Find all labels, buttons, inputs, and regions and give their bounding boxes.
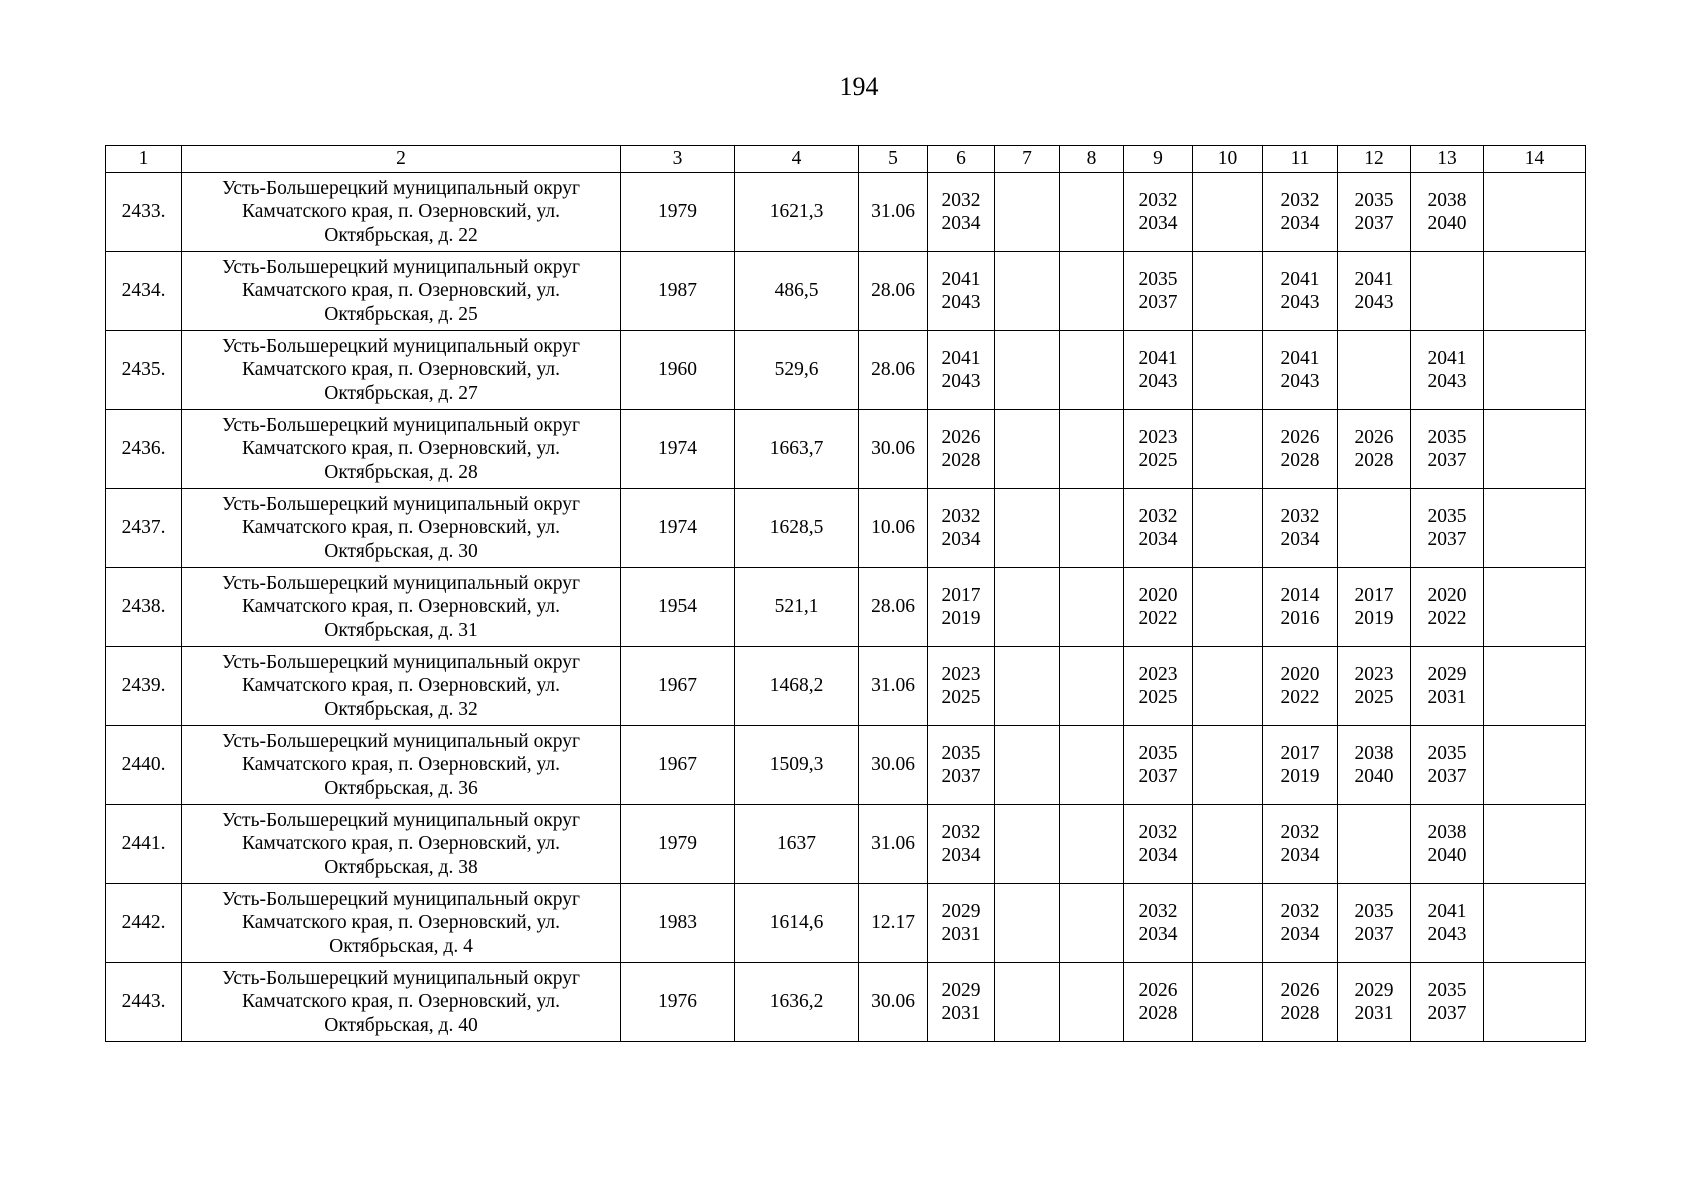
area-cell: 1663,7 [735, 410, 859, 489]
col9-cell: 2035 2037 [1124, 726, 1193, 805]
table-row [106, 173, 1586, 252]
table-row [106, 805, 1586, 884]
col7-cell [995, 647, 1060, 726]
wear-cell: 30.06 [859, 963, 928, 1042]
address-line: Усть-Большерецкий муниципальный округ [221, 177, 581, 199]
col10-cell [1193, 410, 1263, 489]
col10-cell [1193, 726, 1263, 805]
address-line: Камчатского края, п. Озерновский, ул. [242, 675, 560, 697]
address-line: Камчатского края, п. Озерновский, ул. [242, 438, 560, 460]
address-cell [182, 489, 621, 568]
col10-cell [1193, 647, 1263, 726]
table-row [106, 726, 1586, 805]
table-row [106, 410, 1586, 489]
year-cell: 1967 [621, 726, 735, 805]
address-line: Октябрьская, д. 25 [324, 303, 478, 325]
row-number-cell: 2433. [106, 173, 182, 252]
col13-cell: 2035 2037 [1411, 963, 1484, 1042]
col7-cell [995, 173, 1060, 252]
row-number-cell: 2441. [106, 805, 182, 884]
row-number-cell: 2436. [106, 410, 182, 489]
address-line: Усть-Большерецкий муниципальный округ [221, 730, 581, 752]
address-line: Октябрьская, д. 22 [324, 224, 478, 246]
address-line: Камчатского края, п. Озерновский, ул. [242, 754, 560, 776]
address-line: Октябрьская, д. 31 [324, 619, 478, 641]
year-cell: 1974 [621, 489, 735, 568]
col9-cell: 2041 2043 [1124, 331, 1193, 410]
col6-cell: 2032 2034 [928, 805, 995, 884]
col12-cell [1338, 805, 1411, 884]
column-header-8: 8 [1060, 146, 1124, 173]
col14-cell [1484, 963, 1586, 1042]
address-line: Камчатского края, п. Озерновский, ул. [242, 833, 560, 855]
col9-cell: 2032 2034 [1124, 173, 1193, 252]
col7-cell [995, 884, 1060, 963]
address-cell [182, 805, 621, 884]
col8-cell [1060, 252, 1124, 331]
address-line: Октябрьская, д. 40 [324, 1014, 478, 1036]
col10-cell [1193, 884, 1263, 963]
col12-cell: 2035 2037 [1338, 173, 1411, 252]
address-line: Октябрьская, д. 32 [324, 698, 478, 720]
address-line: Камчатского края, п. Озерновский, ул. [242, 201, 560, 223]
wear-cell: 31.06 [859, 647, 928, 726]
col7-cell [995, 963, 1060, 1042]
col12-cell: 2038 2040 [1338, 726, 1411, 805]
col12-cell: 2026 2028 [1338, 410, 1411, 489]
col11-cell: 2041 2043 [1263, 252, 1338, 331]
column-header-10: 10 [1193, 146, 1263, 173]
col7-cell [995, 410, 1060, 489]
col14-cell [1484, 726, 1586, 805]
year-cell: 1979 [621, 805, 735, 884]
col10-cell [1193, 173, 1263, 252]
address-line: Усть-Большерецкий муниципальный округ [221, 888, 581, 910]
address-line: Усть-Большерецкий муниципальный округ [221, 967, 581, 989]
address-line: Усть-Большерецкий муниципальный округ [221, 335, 581, 357]
col13-cell: 2038 2040 [1411, 805, 1484, 884]
address-line: Усть-Большерецкий муниципальный округ [221, 651, 581, 673]
year-cell: 1987 [621, 252, 735, 331]
col10-cell [1193, 805, 1263, 884]
year-cell: 1967 [621, 647, 735, 726]
area-cell: 1636,2 [735, 963, 859, 1042]
wear-cell: 31.06 [859, 805, 928, 884]
col9-cell: 2026 2028 [1124, 963, 1193, 1042]
table-row [106, 963, 1586, 1042]
col9-cell: 2032 2034 [1124, 884, 1193, 963]
col13-cell: 2041 2043 [1411, 884, 1484, 963]
col8-cell [1060, 568, 1124, 647]
col12-cell [1338, 331, 1411, 410]
address-line: Октябрьская, д. 38 [324, 856, 478, 878]
col8-cell [1060, 647, 1124, 726]
col10-cell [1193, 331, 1263, 410]
area-cell: 1468,2 [735, 647, 859, 726]
col14-cell [1484, 173, 1586, 252]
address-cell [182, 726, 621, 805]
col8-cell [1060, 331, 1124, 410]
year-cell: 1979 [621, 173, 735, 252]
year-cell: 1954 [621, 568, 735, 647]
col11-cell: 2020 2022 [1263, 647, 1338, 726]
col7-cell [995, 252, 1060, 331]
col7-cell [995, 489, 1060, 568]
area-cell: 529,6 [735, 331, 859, 410]
col9-cell: 2032 2034 [1124, 489, 1193, 568]
table-row [106, 647, 1586, 726]
col9-cell: 2035 2037 [1124, 252, 1193, 331]
table-row [106, 252, 1586, 331]
address-line: Октябрьская, д. 28 [324, 461, 478, 483]
year-cell: 1976 [621, 963, 735, 1042]
col12-cell: 2023 2025 [1338, 647, 1411, 726]
wear-cell: 10.06 [859, 489, 928, 568]
column-header-1: 1 [106, 146, 182, 173]
col6-cell: 2029 2031 [928, 963, 995, 1042]
col8-cell [1060, 805, 1124, 884]
col13-cell: 2035 2037 [1411, 726, 1484, 805]
col9-cell: 2020 2022 [1124, 568, 1193, 647]
data-table [105, 145, 1586, 1042]
col12-cell: 2041 2043 [1338, 252, 1411, 331]
col13-cell: 2035 2037 [1411, 489, 1484, 568]
col14-cell [1484, 410, 1586, 489]
col14-cell [1484, 884, 1586, 963]
address-line: Октябрьская, д. 30 [324, 540, 478, 562]
col11-cell: 2032 2034 [1263, 805, 1338, 884]
row-number-cell: 2440. [106, 726, 182, 805]
col11-cell: 2032 2034 [1263, 489, 1338, 568]
wear-cell: 12.17 [859, 884, 928, 963]
column-header-11: 11 [1263, 146, 1338, 173]
col11-cell: 2017 2019 [1263, 726, 1338, 805]
wear-cell: 31.06 [859, 173, 928, 252]
address-line: Усть-Большерецкий муниципальный округ [221, 572, 581, 594]
col6-cell: 2029 2031 [928, 884, 995, 963]
col8-cell [1060, 884, 1124, 963]
col13-cell: 2020 2022 [1411, 568, 1484, 647]
col7-cell [995, 805, 1060, 884]
column-header-9: 9 [1124, 146, 1193, 173]
address-line: Усть-Большерецкий муниципальный округ [221, 256, 581, 278]
area-cell: 1621,3 [735, 173, 859, 252]
column-header-4: 4 [735, 146, 859, 173]
row-number-cell: 2442. [106, 884, 182, 963]
row-number-cell: 2438. [106, 568, 182, 647]
col11-cell: 2041 2043 [1263, 331, 1338, 410]
col12-cell: 2029 2031 [1338, 963, 1411, 1042]
col6-cell: 2032 2034 [928, 173, 995, 252]
col8-cell [1060, 726, 1124, 805]
col12-cell: 2035 2037 [1338, 884, 1411, 963]
table-row [106, 331, 1586, 410]
col13-cell [1411, 252, 1484, 331]
row-number-cell: 2437. [106, 489, 182, 568]
col10-cell [1193, 252, 1263, 331]
address-line: Усть-Большерецкий муниципальный округ [221, 414, 581, 436]
col13-cell: 2029 2031 [1411, 647, 1484, 726]
col11-cell: 2026 2028 [1263, 963, 1338, 1042]
row-number-cell: 2443. [106, 963, 182, 1042]
col6-cell: 2032 2034 [928, 489, 995, 568]
col8-cell [1060, 489, 1124, 568]
address-line: Камчатского края, п. Озерновский, ул. [242, 359, 560, 381]
column-header-14: 14 [1484, 146, 1586, 173]
col11-cell: 2026 2028 [1263, 410, 1338, 489]
table-row [106, 568, 1586, 647]
area-cell: 1628,5 [735, 489, 859, 568]
area-cell: 1637 [735, 805, 859, 884]
table-row [106, 884, 1586, 963]
col6-cell: 2017 2019 [928, 568, 995, 647]
header-row [106, 146, 1586, 173]
col11-cell: 2014 2016 [1263, 568, 1338, 647]
area-cell: 1509,3 [735, 726, 859, 805]
address-line: Усть-Большерецкий муниципальный округ [221, 493, 581, 515]
table-body [106, 173, 1586, 1042]
address-line: Камчатского края, п. Озерновский, ул. [242, 280, 560, 302]
col6-cell: 2026 2028 [928, 410, 995, 489]
col6-cell: 2035 2037 [928, 726, 995, 805]
address-line: Камчатского края, п. Озерновский, ул. [242, 991, 560, 1013]
col9-cell: 2023 2025 [1124, 410, 1193, 489]
col7-cell [995, 331, 1060, 410]
col14-cell [1484, 568, 1586, 647]
table-row [106, 489, 1586, 568]
col10-cell [1193, 489, 1263, 568]
row-number-cell: 2439. [106, 647, 182, 726]
wear-cell: 28.06 [859, 252, 928, 331]
column-header-12: 12 [1338, 146, 1411, 173]
address-cell [182, 568, 621, 647]
col8-cell [1060, 173, 1124, 252]
col8-cell [1060, 963, 1124, 1042]
address-line: Камчатского края, п. Озерновский, ул. [242, 912, 560, 934]
wear-cell: 30.06 [859, 410, 928, 489]
column-header-13: 13 [1411, 146, 1484, 173]
col9-cell: 2032 2034 [1124, 805, 1193, 884]
col7-cell [995, 568, 1060, 647]
column-header-6: 6 [928, 146, 995, 173]
column-header-2: 2 [182, 146, 621, 173]
col14-cell [1484, 805, 1586, 884]
col8-cell [1060, 410, 1124, 489]
address-cell [182, 331, 621, 410]
address-cell [182, 410, 621, 489]
address-cell [182, 252, 621, 331]
col6-cell: 2041 2043 [928, 252, 995, 331]
row-number-cell: 2434. [106, 252, 182, 331]
col11-cell: 2032 2034 [1263, 884, 1338, 963]
col14-cell [1484, 252, 1586, 331]
column-header-7: 7 [995, 146, 1060, 173]
year-cell: 1960 [621, 331, 735, 410]
col6-cell: 2023 2025 [928, 647, 995, 726]
address-cell [182, 173, 621, 252]
col10-cell [1193, 568, 1263, 647]
col11-cell: 2032 2034 [1263, 173, 1338, 252]
col14-cell [1484, 331, 1586, 410]
col7-cell [995, 726, 1060, 805]
area-cell: 1614,6 [735, 884, 859, 963]
address-line: Камчатского края, п. Озерновский, ул. [242, 596, 560, 618]
col13-cell: 2041 2043 [1411, 331, 1484, 410]
address-cell [182, 647, 621, 726]
wear-cell: 28.06 [859, 331, 928, 410]
address-line: Октябрьская, д. 36 [324, 777, 478, 799]
page-number: 194 [839, 72, 879, 101]
column-header-5: 5 [859, 146, 928, 173]
row-number-cell: 2435. [106, 331, 182, 410]
col12-cell [1338, 489, 1411, 568]
address-cell [182, 884, 621, 963]
col14-cell [1484, 489, 1586, 568]
year-cell: 1983 [621, 884, 735, 963]
address-line: Камчатского края, п. Озерновский, ул. [242, 517, 560, 539]
wear-cell: 28.06 [859, 568, 928, 647]
address-line: Октябрьская, д. 27 [324, 382, 478, 404]
col12-cell: 2017 2019 [1338, 568, 1411, 647]
area-cell: 486,5 [735, 252, 859, 331]
col9-cell: 2023 2025 [1124, 647, 1193, 726]
address-cell [182, 963, 621, 1042]
year-cell: 1974 [621, 410, 735, 489]
col10-cell [1193, 963, 1263, 1042]
col6-cell: 2041 2043 [928, 331, 995, 410]
column-header-3: 3 [621, 146, 735, 173]
area-cell: 521,1 [735, 568, 859, 647]
col14-cell [1484, 647, 1586, 726]
wear-cell: 30.06 [859, 726, 928, 805]
address-line: Октябрьская, д. 4 [329, 935, 473, 957]
address-line: Усть-Большерецкий муниципальный округ [221, 809, 581, 831]
col13-cell: 2035 2037 [1411, 410, 1484, 489]
col13-cell: 2038 2040 [1411, 173, 1484, 252]
